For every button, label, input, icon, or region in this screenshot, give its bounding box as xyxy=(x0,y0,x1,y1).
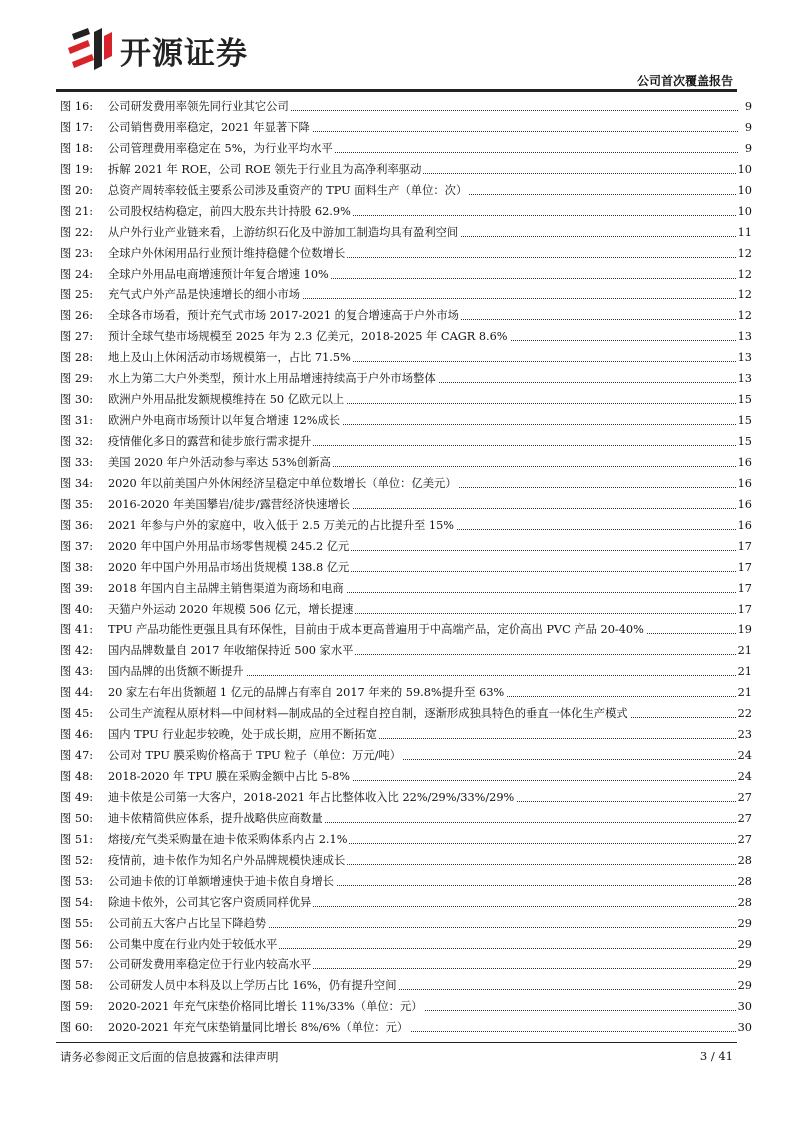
company-logo xyxy=(66,26,296,70)
toc-entry[interactable] xyxy=(60,682,752,703)
toc-page-number: 29 xyxy=(736,913,752,934)
toc-entry[interactable] xyxy=(60,96,752,117)
toc-figure-label: 图 17: xyxy=(60,120,94,134)
toc-figure-title[interactable]: 公司研发费用率领先同行业其它公司 xyxy=(108,96,291,117)
toc-figure-label: 图 42: xyxy=(60,644,94,658)
toc-page-number: 17 xyxy=(736,578,752,599)
toc-page-number: 12 xyxy=(736,305,752,326)
toc-entry[interactable] xyxy=(60,305,752,326)
toc-figure-label: 图 58: xyxy=(60,979,94,993)
toc-figure-title[interactable]: 2020 年中国户外用品市场零售规模 245.2 亿元 xyxy=(108,536,351,557)
toc-page-number: 16 xyxy=(736,452,752,473)
toc-figure-label: 图 60: xyxy=(60,1021,94,1035)
brand-name: 开源证券 xyxy=(120,36,248,72)
toc-entry[interactable] xyxy=(60,494,752,515)
toc-entry[interactable] xyxy=(60,619,752,640)
toc-page-number: 12 xyxy=(736,243,752,264)
toc-figure-label: 图 28: xyxy=(60,351,94,365)
toc-figure-label: 图 30: xyxy=(60,393,94,407)
toc-page-number: 15 xyxy=(736,410,752,431)
toc-page-number: 10 xyxy=(736,201,752,222)
toc-entry[interactable] xyxy=(60,117,752,138)
toc-figure-label: 图 54: xyxy=(60,895,94,909)
toc-entry[interactable] xyxy=(60,892,752,913)
toc-entry[interactable] xyxy=(60,536,752,557)
toc-figure-label: 图 22: xyxy=(60,225,94,239)
toc-entry[interactable] xyxy=(60,850,752,871)
toc-entry[interactable] xyxy=(60,515,752,536)
toc-figure-title[interactable]: 充气式户外产品是快速增长的细小市场 xyxy=(108,284,302,305)
toc-entry[interactable] xyxy=(60,326,752,347)
toc-entry[interactable] xyxy=(60,599,752,620)
toc-figure-label: 图 31: xyxy=(60,414,94,428)
toc-entry[interactable] xyxy=(60,640,752,661)
toc-entry[interactable] xyxy=(60,724,752,745)
toc-figure-title[interactable]: 2018 年国内自主品牌主销售渠道为商场和电商 xyxy=(108,578,346,599)
toc-page-number: 27 xyxy=(736,829,752,850)
toc-figure-label: 图 18: xyxy=(60,141,94,155)
page-number: 3 / 41 xyxy=(699,1049,733,1063)
toc-entry[interactable] xyxy=(60,975,752,996)
toc-figure-title[interactable]: 公司前五大客户占比呈下降趋势 xyxy=(108,913,268,934)
toc-figure-title[interactable]: 地上及山上休闲活动市场规模第一，占比 71.5% xyxy=(108,347,353,368)
toc-figure-title[interactable]: 疫情催化多日的露营和徒步旅行需求提升 xyxy=(108,431,313,452)
toc-figure-label: 图 39: xyxy=(60,581,94,595)
toc-figure-title[interactable]: 熔接/充气类采购量在迪卡侬采购体系内占 2.1% xyxy=(108,829,349,850)
toc-figure-title[interactable]: 公司股权结构稳定，前四大股东共计持股 62.9% xyxy=(108,201,353,222)
toc-page-number: 28 xyxy=(736,871,752,892)
toc-entry[interactable] xyxy=(60,913,752,934)
toc-page-number: 27 xyxy=(736,808,752,829)
toc-entry[interactable] xyxy=(60,368,752,389)
toc-figure-title[interactable]: 迪卡侬精简供应体系，提升战略供应商数量 xyxy=(108,808,325,829)
toc-figure-title[interactable]: 公司生产流程从原材料—中间材料—制成品的全过程自控自制，逐渐形成独具特色的垂直一体化生产模式 xyxy=(108,703,630,724)
toc-entry[interactable] xyxy=(60,661,752,682)
toc-figure-label: 图 33: xyxy=(60,455,94,469)
toc-figure-label: 图 25: xyxy=(60,288,94,302)
toc-page-number: 24 xyxy=(736,745,752,766)
toc-figure-label: 图 35: xyxy=(60,497,94,511)
toc-entry[interactable] xyxy=(60,264,752,285)
toc-entry[interactable] xyxy=(60,766,752,787)
toc-page-number: 15 xyxy=(736,389,752,410)
toc-page-number: 24 xyxy=(736,766,752,787)
toc-figure-title[interactable]: 国内品牌的出货额不断提升 xyxy=(108,661,246,682)
toc-figure-title[interactable]: 美国 2020 年户外活动参与率达 53%创新高 xyxy=(108,452,333,473)
toc-page-number: 11 xyxy=(736,222,752,243)
toc-entry[interactable] xyxy=(60,389,752,410)
toc-page-number: 21 xyxy=(736,640,752,661)
toc-page-number: 9 xyxy=(743,138,752,159)
toc-figure-title[interactable]: 欧洲户外电商市场预计以年复合增速 12%成长 xyxy=(108,410,342,431)
toc-figure-title[interactable]: 疫情前，迪卡侬作为知名户外品牌规模快速成长 xyxy=(108,850,347,871)
toc-figure-title[interactable]: 全球各市场看，预计充气式市场 2017-2021 的复合增速高于户外市场 xyxy=(108,305,461,326)
toc-entry[interactable] xyxy=(60,1017,752,1038)
toc-entry[interactable] xyxy=(60,284,752,305)
toc-figure-label: 图 20: xyxy=(60,183,94,197)
toc-figure-label: 图 48: xyxy=(60,770,94,783)
toc-figure-label: 图 29: xyxy=(60,372,94,386)
toc-figure-label: 图 23: xyxy=(60,246,94,260)
toc-page-number: 12 xyxy=(736,284,752,305)
toc-entry[interactable] xyxy=(60,473,752,494)
toc-figure-title[interactable]: 拆解 2021 年 ROE，公司 ROE 领先于行业且为高净利率驱动 xyxy=(108,159,423,180)
toc-page-number: 9 xyxy=(743,96,752,117)
toc-figure-title[interactable]: 公司迪卡侬的订单额增速快于迪卡侬自身增长 xyxy=(108,871,336,892)
report-type-label: 公司首次覆盖报告 xyxy=(636,74,733,88)
toc-figure-label: 图 32: xyxy=(60,435,94,448)
toc-page-number: 29 xyxy=(736,975,752,996)
toc-figure-label: 图 27: xyxy=(60,330,94,344)
toc-page-number: 30 xyxy=(736,996,752,1017)
toc-entry[interactable] xyxy=(60,222,752,243)
toc-figure-label: 图 55: xyxy=(60,916,94,930)
toc-entry[interactable] xyxy=(60,954,752,975)
toc-figure-label: 图 21: xyxy=(60,204,94,218)
toc-figure-title[interactable]: 2018-2020 年 TPU 膜在采购金额中占比 5-8% xyxy=(108,766,352,787)
toc-entry[interactable] xyxy=(60,557,752,578)
footer-disclaimer: 请务必参阅正文后面的信息披露和法律声明 xyxy=(60,1050,279,1064)
toc-page-number: 22 xyxy=(736,703,752,724)
toc-entry[interactable] xyxy=(60,243,752,264)
toc-figure-label: 图 24: xyxy=(60,267,94,281)
toc-figure-title[interactable]: 水上为第二大户外类型，预计水上用品增速持续高于户外市场整体 xyxy=(108,368,438,389)
toc-figure-label: 图 19: xyxy=(60,162,94,176)
toc-entry[interactable] xyxy=(60,787,752,808)
toc-figure-title[interactable]: 公司研发人员中本科及以上学历占比 16%，仍有提升空间 xyxy=(108,975,399,996)
toc-figure-label: 图 36: xyxy=(60,518,94,532)
toc-entry[interactable] xyxy=(60,703,752,724)
toc-figure-label: 图 26: xyxy=(60,309,94,323)
toc-page-number: 29 xyxy=(736,954,752,975)
toc-figure-title[interactable]: TPU 产品功能性更强且具有环保性，目前由于成本更高普遍用于中高端产品，定价高出 PVC 产品 20-40% xyxy=(108,619,646,640)
toc-entry[interactable] xyxy=(60,431,752,452)
toc-figure-label: 图 47: xyxy=(60,749,94,763)
toc-figure-label: 图 57: xyxy=(60,958,94,972)
toc-figure-title[interactable]: 国内品牌数量自 2017 年收缩保持近 500 家水平 xyxy=(108,640,355,661)
toc-figure-label: 图 53: xyxy=(60,874,94,888)
toc-figure-title[interactable]: 国内 TPU 行业起步较晚，处于成长期，应用不断拓宽 xyxy=(108,724,379,745)
toc-figure-title[interactable]: 2020 年中国户外用品市场出货规模 138.8 亿元 xyxy=(108,557,351,578)
toc-figure-title[interactable]: 公司对 TPU 膜采购价格高于 TPU 粒子（单位：万元/吨） xyxy=(108,745,403,766)
toc-page-number: 9 xyxy=(743,117,752,138)
toc-figure-label: 图 38: xyxy=(60,560,94,574)
toc-figure-title[interactable]: 公司集中度在行业内处于较低水平 xyxy=(108,934,279,955)
toc-entry[interactable] xyxy=(60,578,752,599)
toc-entry[interactable] xyxy=(60,138,752,159)
toc-page-number: 21 xyxy=(736,661,752,682)
toc-figure-title[interactable]: 预计全球气垫市场规模至 2025 年为 2.3 亿美元，2018-2025 年 CAGR 8.6% xyxy=(108,326,510,347)
toc-entry[interactable] xyxy=(60,347,752,368)
toc-figure-title[interactable]: 2020 年以前美国户外休闲经济呈稳定中单位数增长（单位：亿美元） xyxy=(108,473,459,494)
toc-figure-label: 图 52: xyxy=(60,853,94,867)
toc-figure-title[interactable]: 从户外行业产业链来看，上游纺织石化及中游加工制造均具有盈利空间 xyxy=(108,222,460,243)
toc-entry[interactable] xyxy=(60,180,752,201)
toc-figure-title[interactable]: 2016-2020 年美国攀岩/徒步/露营经济快速增长 xyxy=(108,494,352,515)
toc-figure-label: 图 56: xyxy=(60,937,94,951)
toc-page-number: 29 xyxy=(736,934,752,955)
toc-page-number: 16 xyxy=(736,515,752,536)
toc-page-number: 13 xyxy=(736,368,752,389)
toc-figure-title[interactable]: 公司研发费用率稳定位于行业内较高水平 xyxy=(108,954,313,975)
toc-page-number: 21 xyxy=(736,682,752,703)
toc-figure-title[interactable]: 除迪卡侬外，公司其它客户资质同样优异 xyxy=(108,892,313,913)
toc-entry[interactable] xyxy=(60,829,752,850)
kaiyuan-logo-icon xyxy=(66,26,114,70)
toc-figure-title[interactable]: 迪卡侬是公司第一大客户，2018-2021 年占比整体收入比 22%/29%/33%/29% xyxy=(108,787,516,808)
toc-figure-label: 图 49: xyxy=(60,790,94,804)
toc-figure-label: 图 50: xyxy=(60,811,94,825)
toc-figure-title[interactable]: 天猫户外运动 2020 年规模 506 亿元，增长提速 xyxy=(108,599,355,620)
toc-page-number: 17 xyxy=(736,599,752,620)
toc-page-number: 13 xyxy=(736,347,752,368)
toc-page-number: 23 xyxy=(736,724,752,745)
header-divider xyxy=(56,89,737,92)
toc-figure-label: 图 43: xyxy=(60,665,94,679)
toc-page-number: 12 xyxy=(736,264,752,285)
toc-figure-title[interactable]: 总资产周转率较低主要系公司涉及重资产的 TPU 面料生产（单位：次） xyxy=(108,180,469,201)
toc-entry[interactable] xyxy=(60,159,752,180)
toc-page-number: 17 xyxy=(736,536,752,557)
toc-figure-label: 图 46: xyxy=(60,728,94,742)
toc-page-number: 28 xyxy=(736,892,752,913)
toc-page-number: 17 xyxy=(736,557,752,578)
toc-page-number: 30 xyxy=(736,1017,752,1038)
toc-figure-label: 图 34: xyxy=(60,476,94,490)
toc-entry[interactable] xyxy=(60,871,752,892)
toc-page-number: 27 xyxy=(736,787,752,808)
toc-page-number: 15 xyxy=(736,431,752,452)
toc-figure-title[interactable]: 全球户外休闲用品行业预计维持稳健个位数增长 xyxy=(108,243,347,264)
toc-page-number: 10 xyxy=(736,159,752,180)
toc-figure-label: 图 51: xyxy=(60,832,94,846)
toc-figure-title[interactable]: 20 家左右年出货额超 1 亿元的品牌占有率自 2017 年来的 59.8%提升至 63% xyxy=(108,682,506,703)
toc-page-number: 13 xyxy=(736,326,752,347)
toc-figure-label: 图 44: xyxy=(60,686,94,700)
toc-figure-title[interactable]: 全球户外用品电商增速预计年复合增速 10% xyxy=(108,264,331,285)
toc-entry[interactable] xyxy=(60,808,752,829)
toc-entry[interactable] xyxy=(60,996,752,1017)
toc-page-number: 16 xyxy=(736,473,752,494)
toc-page-number: 10 xyxy=(736,180,752,201)
toc-figure-label: 图 37: xyxy=(60,539,94,553)
toc-figure-label: 图 45: xyxy=(60,707,94,721)
toc-figure-title[interactable]: 2021 年参与户外的家庭中，收入低于 2.5 万美元的占比提升至 15% xyxy=(108,515,456,536)
toc-figure-title[interactable]: 2020-2021 年充气床垫销量同比增长 8%/6%（单位：元） xyxy=(108,1017,410,1038)
toc-page-number: 16 xyxy=(736,494,752,515)
toc-figure-label: 图 41: xyxy=(60,623,94,637)
toc-figure-title[interactable]: 2020-2021 年充气床垫价格同比增长 11%/33%（单位：元） xyxy=(108,996,425,1017)
toc-figure-title[interactable]: 公司销售费用率稳定，2021 年显著下降 xyxy=(108,117,312,138)
toc-figure-title[interactable]: 公司管理费用率稳定在 5%，为行业平均水平 xyxy=(108,138,335,159)
toc-page-number: 19 xyxy=(736,619,752,640)
toc-entry[interactable] xyxy=(60,745,752,766)
toc-figure-label: 图 16: xyxy=(60,100,94,113)
footer-divider xyxy=(56,1042,737,1043)
toc-entry[interactable] xyxy=(60,934,752,955)
toc-entry[interactable] xyxy=(60,201,752,222)
toc-page-number: 28 xyxy=(736,850,752,871)
toc-figure-label: 图 59: xyxy=(60,1000,94,1014)
toc-figure-label: 图 40: xyxy=(60,602,94,616)
figure-table-of-contents xyxy=(60,96,752,1038)
toc-entry[interactable] xyxy=(60,410,752,431)
toc-figure-title[interactable]: 欧洲户外用品批发额规模维持在 50 亿欧元以上 xyxy=(108,389,346,410)
toc-entry[interactable] xyxy=(60,452,752,473)
